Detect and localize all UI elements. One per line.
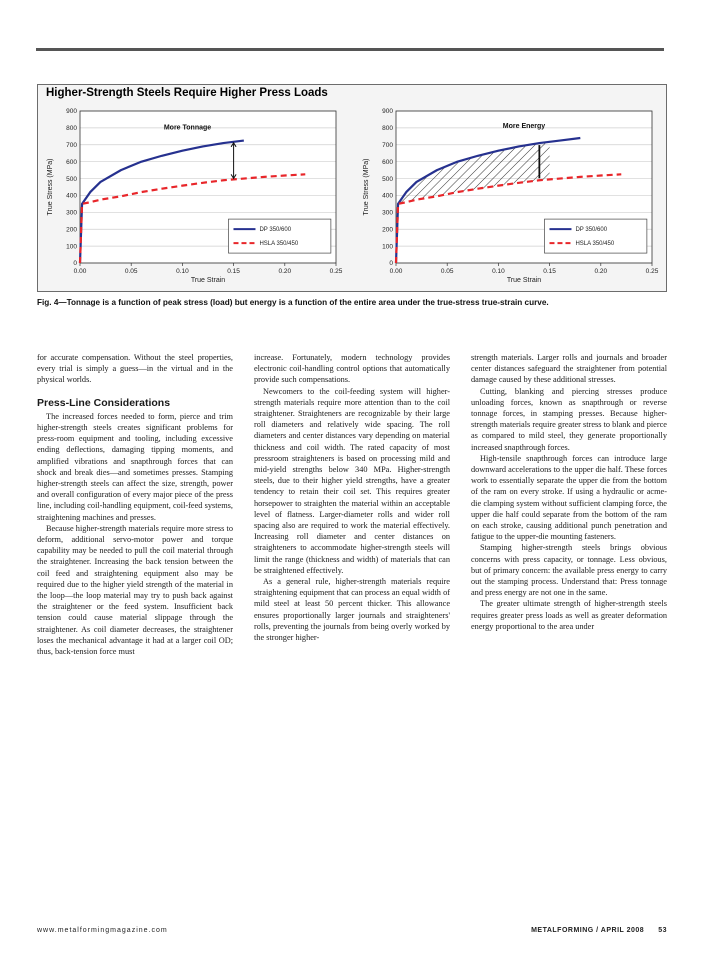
y-tick-label: 100	[382, 243, 393, 251]
x-tick-label: 0.15	[227, 268, 240, 275]
legend-label: DP 350/600	[575, 227, 608, 234]
x-tick-label: 0.05	[124, 268, 138, 275]
paragraph: Cutting, blanking and piercing stresses produce unloading forces, known as snapthrough or reverse tonnage forces, in stamping presses. Because higher-strength materials require greater stress to blank and pierce as compared to mild steel, they generate proportionally increased snapthrough forces.	[471, 386, 667, 452]
y-axis-label: True Stress (MPa)	[363, 158, 370, 216]
x-tick-label: 0.00	[389, 268, 403, 275]
x-tick-label: 0.10	[176, 268, 189, 275]
x-axis-label: True Strain	[506, 277, 542, 284]
y-tick-label: 900	[382, 108, 393, 116]
annotation-label: More Tonnage	[163, 124, 212, 132]
x-tick-label: 0.25	[329, 268, 343, 275]
paragraph: The greater ultimate strength of higher-strength steels requires greater press loads as well as greater deformation energy proportional to the area under	[471, 599, 667, 631]
y-tick-label: 600	[66, 158, 77, 166]
paragraph: As a general rule, higher-strength materials require straightening equipment that can process an equal width of mild steel at least 50 percent thicker. This allowance ensures proportionally larger journals and straighteners' rolls, preventing the journals from being overly worked by the stronger higher-	[254, 577, 450, 643]
legend-box	[544, 219, 646, 253]
chart-left	[40, 103, 346, 289]
paragraph: Stamping higher-strength steels brings obvious concerns with press capacity, or tonnage. Less obvious, but of primary concern: the available press energy to carry out the stamping process. Understand that: Press tonnage and press energy are not one in the same.	[471, 543, 667, 598]
paragraph: for accurate compensation. Without the steel properties, every trial is simply a guess—in the virtual and in the physical worlds.	[37, 353, 233, 385]
x-tick-label: 0.20	[278, 268, 292, 275]
footer-issue	[531, 927, 667, 934]
legend-label: HSLA 350/450	[259, 241, 299, 248]
chart-right	[356, 103, 662, 289]
paragraph: increase. Fortunately, modern technology provides electronic coil-handling control options that automatically provide such compensations.	[254, 353, 450, 385]
paragraph: The increased forces needed to form, pierce and trim higher-strength steels creates significant problems for press-room equipment and tooling, including excessive ending deflections, damaging tipping moments, and amplified vibrations and snapthrough forces that can shock and break dies—and sometimes presses. Stamping higher-strength steels can affect the size, strength, power and overall configuration of every major piece of the press line, including coil-handling equipment, coil-feed systems, straightening machines and presses.	[37, 411, 233, 522]
y-tick-label: 0	[389, 260, 393, 268]
y-tick-label: 700	[66, 141, 77, 149]
paragraph: Newcomers to the coil-feeding system will higher-strength materials require more attention than to the coil straightener. Straighteners are recognizable by their large roll diameters and relatively wide spacing. The roll diameters and center distances vary depending on material thickness and coil width. The rated capacity of most pressroom straighteners is based on processing mild and mid-yield strengths below 340 MPa. Higher-strength steels, due to their higher yield strengths, have a greater tendency to retain their coil set. This requires greater horsepower to straighten the material within an acceptable level of flatness. Larger-diameter rolls and wider roll spacing also are required to work the material effectively. Increasing roll diameter and center distances on straighteners to accommodate higher-strength steels will limit the range (thickness and width) of materials that can be straightened effectively.	[254, 386, 450, 575]
y-tick-label: 600	[382, 158, 393, 166]
y-tick-label: 200	[382, 226, 393, 234]
y-tick-label: 800	[382, 125, 393, 133]
y-axis-label: True Stress (MPa)	[47, 158, 54, 216]
x-tick-label: 0.25	[645, 268, 659, 275]
legend-box	[228, 219, 330, 253]
x-tick-label: 0.20	[594, 268, 608, 275]
legend-label: DP 350/600	[259, 227, 292, 234]
page-number: 53	[658, 927, 667, 934]
paragraph: strength materials. Larger rolls and journals and broader center distances safeguard the straightener from potential damage caused by these additional stresses.	[471, 353, 667, 385]
x-tick-label: 0.15	[543, 268, 556, 275]
y-tick-label: 200	[66, 226, 77, 234]
figure-caption: Fig. 4—Tonnage is a function of peak stress (load) but energy is a function of the entire area under the true-stress true-strain curve.	[37, 298, 549, 307]
y-tick-label: 400	[382, 192, 393, 200]
section-heading: Press-Line Considerations	[37, 396, 171, 409]
y-tick-label: 300	[66, 209, 77, 217]
paragraph: Because higher-strength materials require more stress to deform, additional servo-motor power and torque capability may be needed to pull the coil material through the straightener. Increasing the back tension between the coil feed and straightening equipment also may be required due to the higher yield strength of the material in the loop—the loop material may try to push back against the straightener or the feed system. Insufficient back tension could cause material slippage through the straightener. As coil diameter decreases, the straightener loses the mechanical advantage it had at a larger coil OD; thus, back-tension force must	[37, 523, 233, 657]
paragraph: High-tensile snapthrough forces can introduce large downward accelerations to the upper die half. These forces work to essentially separate the upper die from the bottom of the ram on every stroke. If using a hydraulic or acme-die clamping system without sufficient clamping force, the upper die half could separate from the bottom of the ram on each stroke, causing additional punch penetration and fatigue to the upper-die mounting fasteners.	[471, 453, 667, 542]
body-column-3	[471, 352, 667, 632]
y-tick-label: 500	[66, 175, 77, 183]
y-tick-label: 100	[66, 243, 77, 251]
figure-title: Higher-Strength Steels Require Higher Press Loads	[46, 87, 328, 99]
legend-label: HSLA 350/450	[575, 241, 615, 248]
x-tick-label: 0.10	[492, 268, 505, 275]
figure-box	[37, 84, 667, 292]
footer-url: www.metalformingmagazine.com	[37, 927, 168, 934]
footer-issue-text: METALFORMING / APRIL 2008	[531, 927, 645, 934]
x-tick-label: 0.05	[440, 268, 454, 275]
y-tick-label: 0	[73, 260, 77, 268]
x-tick-label: 0.00	[73, 268, 87, 275]
top-rule	[36, 48, 664, 51]
y-tick-label: 400	[66, 192, 77, 200]
y-tick-label: 700	[382, 141, 393, 149]
x-axis-label: True Strain	[190, 277, 226, 284]
body-column-1	[37, 352, 233, 657]
body-column-2	[254, 352, 450, 643]
annotation-label: More Energy	[502, 122, 546, 130]
y-tick-label: 300	[382, 209, 393, 217]
y-tick-label: 800	[66, 125, 77, 133]
y-tick-label: 900	[66, 108, 77, 116]
y-tick-label: 500	[382, 175, 393, 183]
